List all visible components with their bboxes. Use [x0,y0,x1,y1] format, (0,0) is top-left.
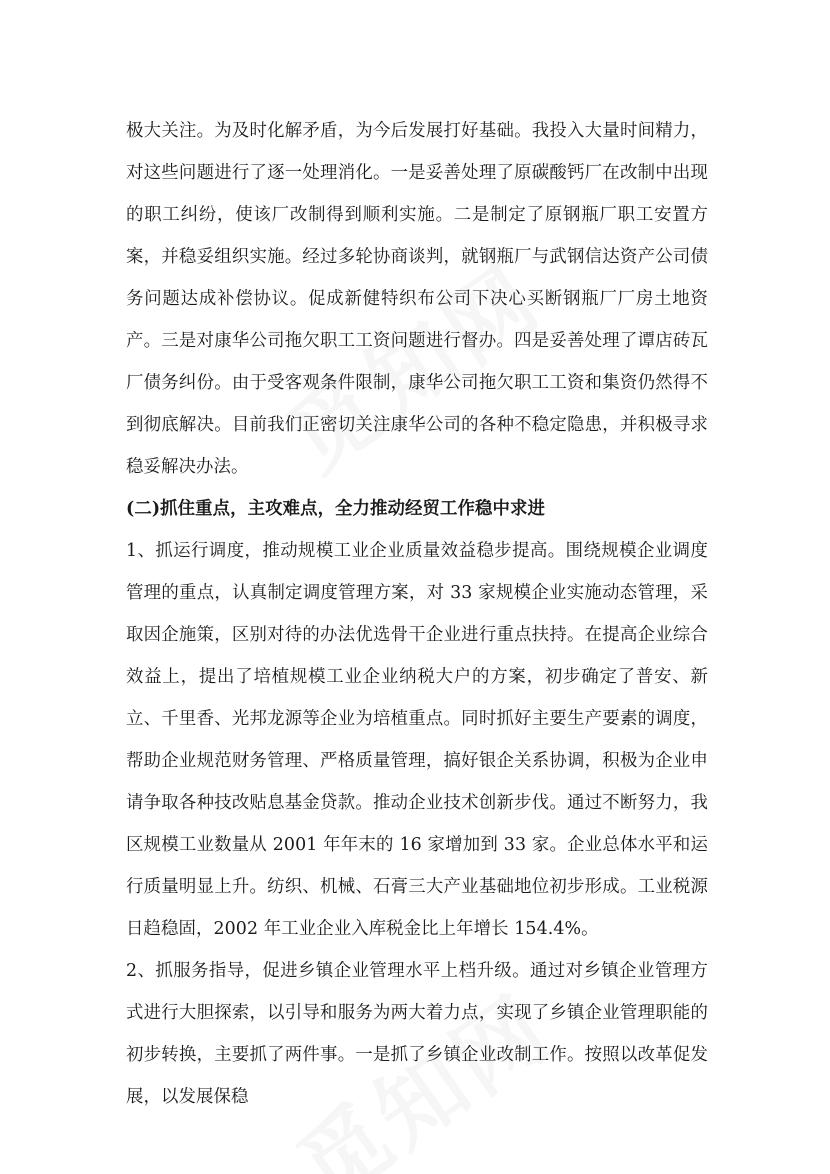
paragraph-service-guidance: 2、抓服务指导，促进乡镇企业管理水平上档升级。通过对乡镇企业管理方式进行大胆探索，以引导和服务为两大着力点，实现了乡镇企业管理职能的初步转换，主要抓了两件事。一是抓了乡镇企业改制工作。按照以改革促发展，以发展保稳 [126,961,708,1107]
paragraph-dispute-handling: 极大关注。为及时化解矛盾，为今后发展打好基础。我投入大量时间精力，对这些问题进行了逐一处理消化。一是妥善处理了原碳酸钙厂在改制中出现的职工纠纷，使该厂改制得到顺利实施。二是制定了原钢瓶厂职工安置方案，并稳妥组织实施。经过多轮协商谈判，就钢瓶厂与武钢信达资产公司债务问题达成补偿协议。促成新健特织布公司下决心买断钢瓶厂厂房土地资产。三是对康华公司拖欠职工工资问题进行督办。四是妥善处理了谭店砖瓦厂债务纠份。由于受客观条件限制，康华公司拖欠职工工资和集资仍然得不到彻底解决。目前我们正密切关注康华公司的各种不稳定隐患，并积极寻求稳妥解决办法。 [126,121,708,477]
paragraph-operation-scheduling: 1、抓运行调度，推动规模工业企业质量效益稳步提高。围绕规模企业调度管理的重点，认真制定调度管理方案，对 33 家规模企业实施动态管理，采取因企施策，区别对待的办法优选骨干企业进行重点扶持。在提高企业综合效益上，提出了培植规模工业企业纳税大户的方案，初步确定了普安、新立、千里香、光邦龙源等企业为培植重点。同时抓好主要生产要素的调度，帮助企业规范财务管理、严格质量管理，搞好银企关系协调，积极为企业申请争取各种技改贴息基金贷款。推动企业技术创新步伐。通过不断努力，我区规模工业数量从 2001 年年末的 16 家增加到 33 家。企业总体水平和运行质量明显上升。纺织、机械、石膏三大产业基础地位初步形成。工业税源日趋稳固，2002 年工业企业入库税金比上年增长 154.4%。 [126,541,708,939]
document-body [126,110,708,1118]
section-heading: (二)抓住重点，主攻难点，全力推动经贸工作稳中求进 [126,499,545,519]
